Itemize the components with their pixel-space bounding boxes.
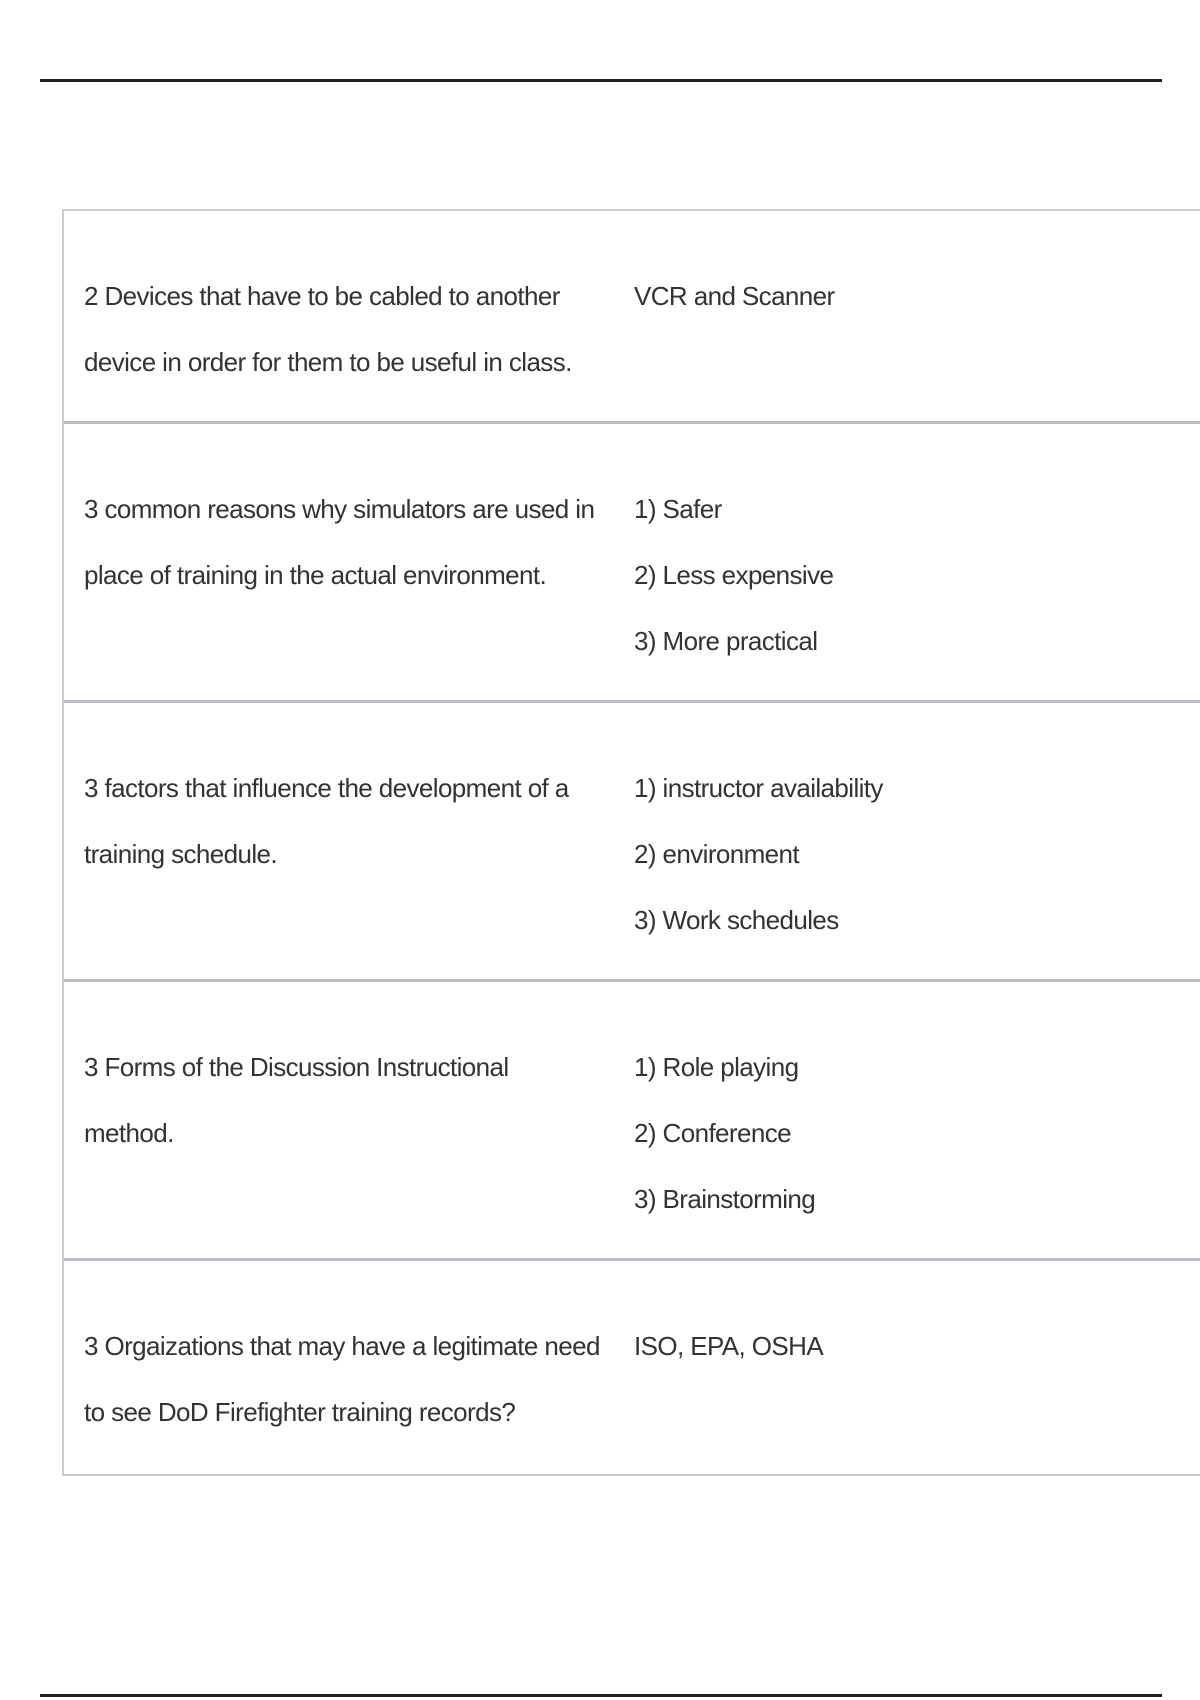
definition-line: ISO, EPA, OSHA bbox=[634, 1331, 824, 1361]
flashcard-term: 2 Devices that have to be cabled to another device in order for them to be useful in class. bbox=[84, 281, 572, 377]
flashcard-term: 3 common reasons why simulators are used in place of training in the actual environment. bbox=[84, 494, 595, 590]
definition-line: 1) instructor availability bbox=[634, 773, 883, 803]
definition-line: 3) Brainstorming bbox=[634, 1184, 816, 1214]
flashcard-definition bbox=[634, 755, 1200, 979]
flashcard-definition bbox=[634, 476, 1200, 700]
definition-line: 2) Conference bbox=[634, 1118, 791, 1148]
definition-line: 1) Role playing bbox=[634, 1052, 799, 1082]
flashcard-definition bbox=[634, 1034, 1200, 1258]
definition-line: 2) Less expensive bbox=[634, 560, 834, 590]
flashcard-row bbox=[64, 424, 1200, 703]
flashcard-list bbox=[62, 209, 1200, 1476]
definition-line: VCR and Scanner bbox=[634, 281, 835, 311]
flashcard-row bbox=[64, 1261, 1200, 1476]
definition-line: 3) More practical bbox=[634, 626, 818, 656]
flashcard-definition bbox=[634, 263, 1200, 421]
definition-line: 1) Safer bbox=[634, 494, 722, 524]
definition-line: 2) environment bbox=[634, 839, 800, 869]
flashcard-term: 3 factors that influence the development of a training schedule. bbox=[84, 773, 569, 869]
flashcard-row bbox=[64, 211, 1200, 424]
flashcard-term: 3 Forms of the Discussion Instructional method. bbox=[84, 1052, 509, 1148]
flashcard-definition bbox=[634, 1313, 1200, 1474]
top-divider bbox=[40, 79, 1162, 82]
bottom-divider bbox=[40, 1694, 1162, 1697]
definition-line: 3) Work schedules bbox=[634, 905, 839, 935]
flashcard-row bbox=[64, 982, 1200, 1261]
flashcard-row bbox=[64, 703, 1200, 982]
flashcard-term: 3 Orgaizations that may have a legitimate need to see DoD Firefighter training records? bbox=[84, 1331, 600, 1427]
